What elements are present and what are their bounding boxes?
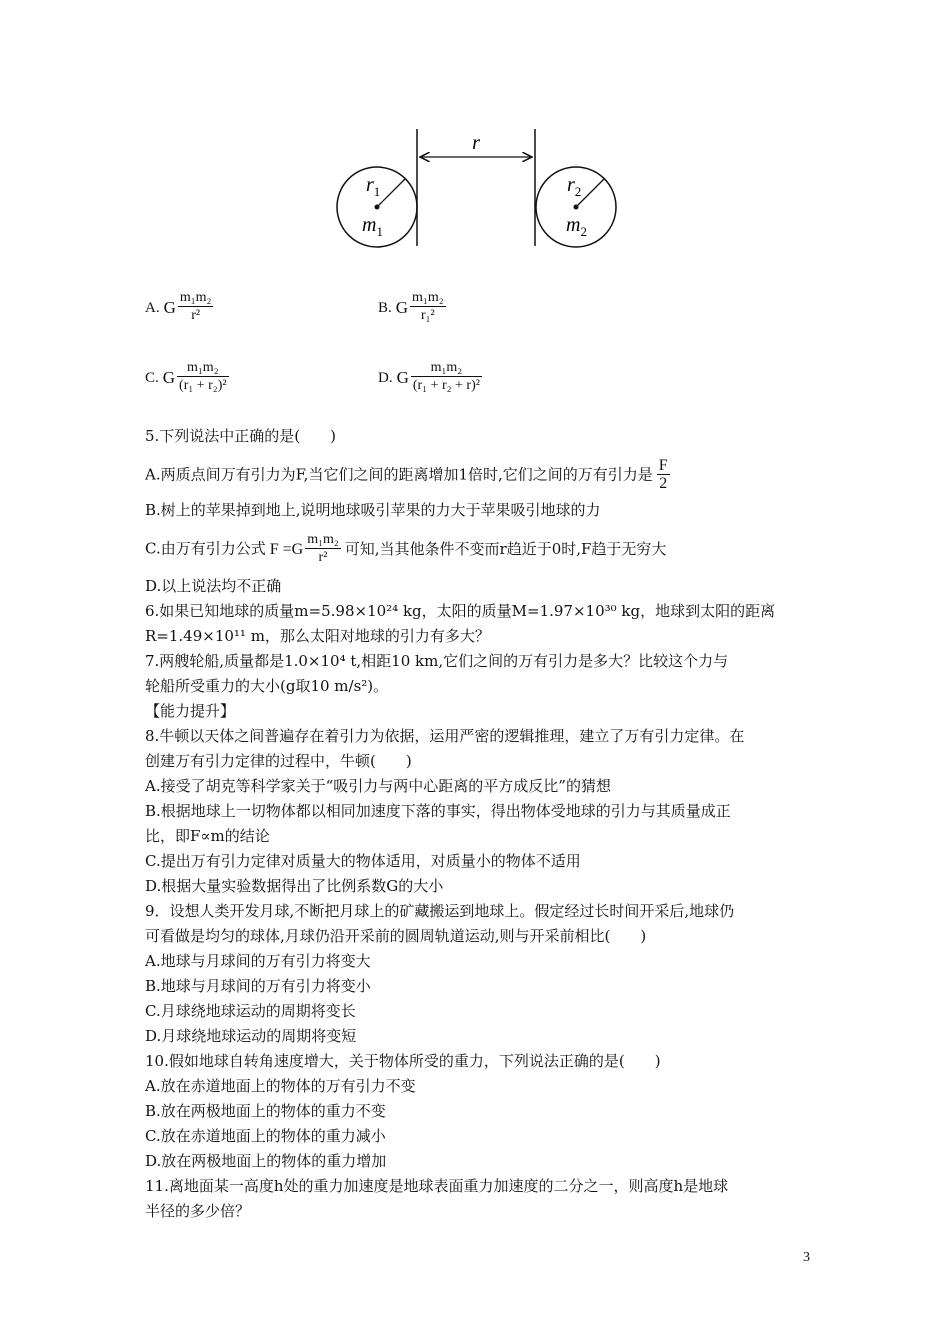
q9-option-b: B.地球与月球间的万有引力将变小 xyxy=(145,977,371,995)
q4-option-a: A. G $\frac{\text{m₁m₂}}{\text{r²}}$ xyxy=(145,290,212,323)
q5-option-c: C.由万有引力公式 F =G $\frac{\text{m₁m₂}}{\text{r²}}$ 可知,当其他条件不变而r趋近于0时,F趋于无穷大 xyxy=(145,532,667,565)
q10-option-c: C.放在赤道地面上的物体的重力减小 xyxy=(145,1127,386,1145)
q10-option-a: A.放在赤道地面上的物体的万有引力不变 xyxy=(145,1077,416,1095)
two-mass-diagram xyxy=(330,125,630,250)
q4-option-b: B. G $\frac{\text{m₁m₂}}{\text{r₁²}}$ xyxy=(378,290,444,323)
q9-option-d: D.月球绕地球运动的周期将变短 xyxy=(145,1027,357,1045)
q9-line2: 可看做是均匀的球体,月球仍沿开采前的圆周轨道运动,则与开采前相比( ) xyxy=(145,927,647,945)
q9-line1: 9．设想人类开发月球,不断把月球上的矿藏搬运到地球上。假定经过长时间开采后,地球仍 xyxy=(145,902,735,920)
q5-option-d: D.以上说法均不正确 xyxy=(145,577,282,595)
q8-option-b-line1: B.根据地球上一切物体都以相同加速度下落的事实，得出物体受地球的引力与其质量成正 xyxy=(145,802,731,820)
distance-label: r xyxy=(472,132,480,154)
radius1-line xyxy=(377,179,405,207)
q6-line2: R=1.49×10¹¹ m，那么太阳对地球的引力有多大？ xyxy=(145,627,490,645)
q8-option-d: D.根据大量实验数据得出了比例系数G的大小 xyxy=(145,877,444,895)
q7-line2: 轮船所受重力的大小(g取10 m/s²)。 xyxy=(145,677,389,695)
q7-line1: 7.两艘轮船,质量都是1.0×10⁴ t,相距10 km,它们之间的万有引力是多大？比较这个力与 xyxy=(145,652,729,670)
q8-option-c: C.提出万有引力定律对质量大的物体适用，对质量小的物体不适用 xyxy=(145,852,581,870)
q10-option-d: D.放在两极地面上的物体的重力增加 xyxy=(145,1152,387,1170)
q10-stem: 10.假如地球自转角速度增大，关于物体所受的重力，下列说法正确的是( ) xyxy=(145,1052,661,1070)
q4-option-d: D. G $\frac{\text{m₁m₂}}{\text{(r₁ + r₂ + r)²}}$ xyxy=(378,360,480,393)
q11-line2: 半径的多少倍？ xyxy=(145,1202,251,1220)
q4-option-c: C. G $\frac{\text{m₁m₂}}{\text{(r₁ + r₂)²}}$ xyxy=(145,360,227,393)
mass2-label: $m_2$ xyxy=(566,214,587,239)
section-heading: 【能力提升】 xyxy=(145,702,236,720)
q5-option-b: B.树上的苹果掉到地上,说明地球吸引苹果的力大于苹果吸引地球的力 xyxy=(145,501,601,519)
radius1-label: $r_1$ xyxy=(366,174,381,199)
q5-stem: 5.下列说法中正确的是( ) xyxy=(145,427,337,445)
q8-line2: 创建万有引力定律的过程中，牛顿( ) xyxy=(145,752,412,770)
page-number: 3 xyxy=(803,1250,810,1265)
q5-option-a: A.两质点间万有引力为F,当它们之间的距离增加1倍时,它们之间的万有引力是 $\frac{F}{2}$ xyxy=(145,457,668,492)
q9-option-a: A.地球与月球间的万有引力将变大 xyxy=(145,952,371,970)
radius2-label: $r_2$ xyxy=(567,174,582,199)
q9-option-c: C.月球绕地球运动的周期将变长 xyxy=(145,1002,356,1020)
q8-option-b-line2: 比，即F∝m的结论 xyxy=(145,827,270,845)
mass1-label: $m_1$ xyxy=(362,214,383,239)
q8-option-a: A.接受了胡克等科学家关于“吸引力与两中心距离的平方成反比”的猜想 xyxy=(145,777,611,795)
q6-line1: 6.如果已知地球的质量m=5.98×10²⁴ kg，太阳的质量M=1.97×10³⁰ kg，地球到太阳的距离 xyxy=(145,602,776,620)
q8-line1: 8.牛顿以天体之间普遍存在着引力为依据，运用严密的逻辑推理，建立了万有引力定律。在 xyxy=(145,727,745,745)
q11-line1: 11.离地面某一高度h处的重力加速度是地球表面重力加速度的二分之一，则高度h是地球 xyxy=(145,1177,729,1195)
q10-option-b: B.放在两极地面上的物体的重力不变 xyxy=(145,1102,386,1120)
